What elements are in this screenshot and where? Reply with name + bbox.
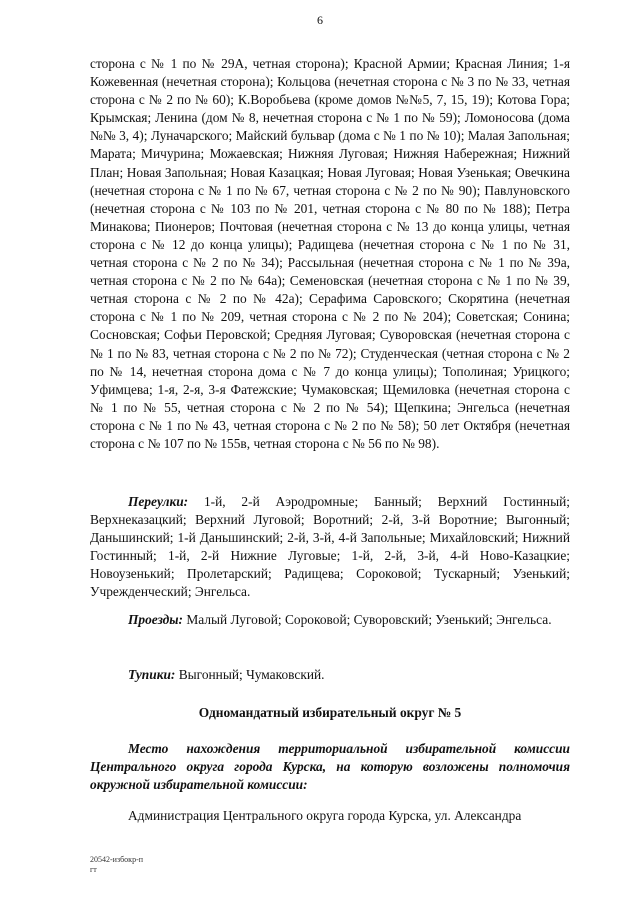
page-number: 6 bbox=[317, 13, 323, 27]
dead-ends-text: Выгонный; Чумаковский. bbox=[175, 667, 325, 682]
document-footer bbox=[90, 855, 143, 875]
lanes-paragraph bbox=[90, 493, 570, 602]
dead-ends-label: Тупики: bbox=[128, 667, 176, 682]
passages-text: Малый Луговой; Сороковой; Суворовский; Узенький; Энгельса. bbox=[183, 612, 552, 627]
streets-list-continued: сторона с № 1 по № 29А, четная сторона); Красной Армии; Красная Линия; 1-я Кожевенная (нечетная сторона); Кольцова (нечетная сторона с № 3 по № 33, четная сторона с № 2 по № 60); К.Воробьева (кроме домов №№5, 7, 15, 19); Котова Гора; Крымская; Ленина (дом № 8, нечетная сторона с № 1 по № 59); Ломоносова (дома №№ 3, 4); Луначарского; Майский бульвар (дома с № 1 по № 10); Малая Запольная; Марата; Мичурина; Можаевская; Нижняя Луговая; Нижняя Набережная; Нижний План; Новая Запольная; Новая Казацкая; Новая Луговая; Новая Узенькая; Овечкина (нечетная сторона с № 1 по № 67, четная сторона с № 2 по № 90); Павлуновского (нечетная сторона с № 103 по № 201, четная сторона с № 80 по № 188); Петра Минакова; Пионеров; Почтовая (нечетная сторона с № 13 до конца улицы, четная сторона с № 12 до конца улицы); Радищева (нечетная сторона с № 1 по № 31, четная сторона с № 2 по № 34); Рассыльная (нечетная сторона с № 1 по № 39а, четная сторона с № 2 по № 64а); Семеновская (нечетная сторона с № 1 по № 39, четная сторона с № 2 по № 42а); Серафима Саровского; Скорятина (нечетная сторона с № 1 по № 209, четная сторона с № 2 по № 204); Советская; Сонина; Сосновская; Софьи Перовской; Средняя Луговая; Суворовская (нечетная сторона с № 1 по № 83, четная сторона с № 2 по № 72); Студенческая (четная сторона с № 2 по № 14, нечетная сторона дома с № 7 до конца улицы); Тополиная; Урицкого; Уфимцева; 1-я, 2-я, 3-я Фатежские; Чумаковская; Щемиловка (нечетная сторона с № 1 по № 55, четная сторона с № 2 по № 54); Щепкина; Энгельса (нечетная сторона с № 1 по № 43, четная сторона с № 2 по № 58); 50 лет Октября (нечетная сторона с № 107 по № 155в, четная сторона с № 56 по № 98). bbox=[90, 56, 570, 451]
footer-code-suffix: гт bbox=[90, 865, 97, 874]
dead-ends-paragraph bbox=[90, 666, 570, 684]
footer-code: 20542-избокр-п bbox=[90, 855, 144, 864]
commission-address: Администрация Центрального округа города Курска, ул. Александра bbox=[128, 808, 522, 823]
passages-paragraph bbox=[90, 611, 570, 629]
lanes-text: 1-й, 2-й Аэродромные; Банный; Верхний Гостинный; Верхнеказацкий; Верхний Луговой; Воротний; 2-й, 3-й Воротние; Выгонный; Даньшинский; 1-й Даньшинский; 2-й, 3-й, 4-й Запольные; Михайловский; Нижний Гостинный; 1-й, 2-й Нижние Луговые; 1-й, 2-й, 3-й, 4-й Ново-Казацкие; Новоузенький; Пролетарский; Радищева; Сороковой; Тускарный; Узенький; Учрежденческий; Энгельса. bbox=[90, 494, 570, 600]
commission-location-heading: Место нахождения территориальной избирательной комиссии Центрального округа города Курска, на которую возложены полномочия окружной избирательной комиссии: bbox=[90, 741, 570, 793]
district-heading: Одномандатный избирательный округ № 5 bbox=[198, 705, 462, 720]
lanes-label: Переулки: bbox=[128, 494, 189, 509]
passages-label: Проезды: bbox=[128, 612, 184, 627]
